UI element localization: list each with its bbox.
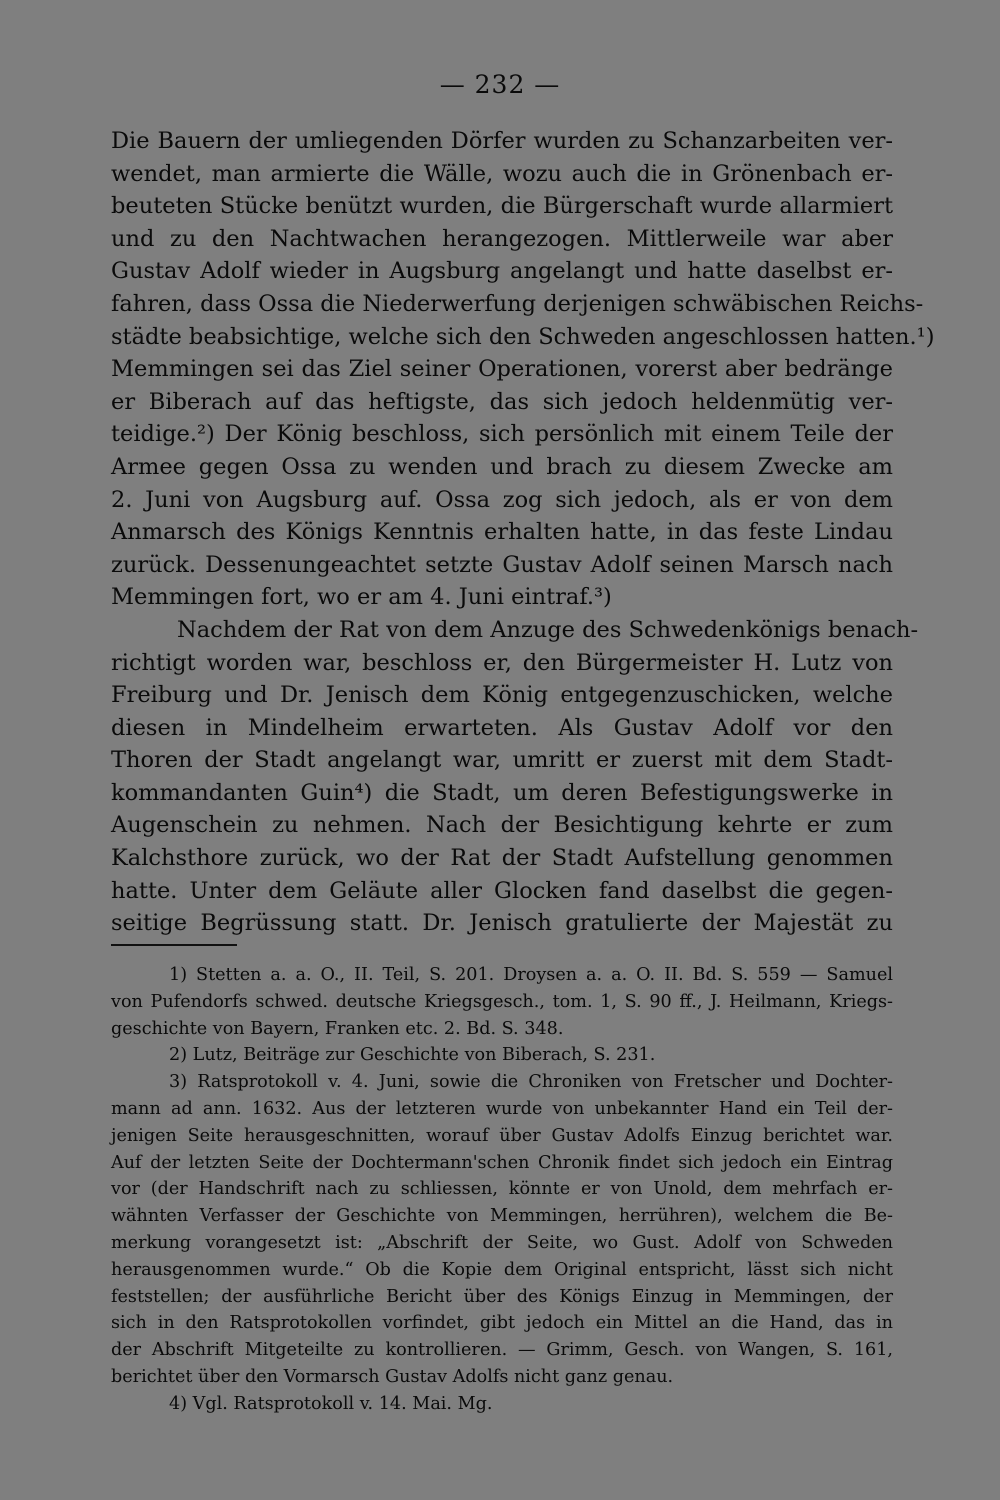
page-number: — 232 — (439, 70, 561, 99)
footnote-line: 4) Vgl. Ratsprotokoll v. 14. Mai. Mg. (169, 1393, 493, 1414)
body-line: Anmarsch des Königs Kenntnis erhalten hatte, in das feste Lindau (111, 519, 893, 546)
body-line: Armee gegen Ossa zu wenden und brach zu diesem Zwecke am (111, 453, 893, 480)
footnote-line: Auf der letzten Seite der Dochtermann'schen Chronik findet sich jedoch ein Eintrag (111, 1152, 893, 1173)
body-line: richtigt worden war, beschloss er, den Bürgermeister H. Lutz von (111, 649, 893, 676)
body-line: teidige.²) Der König beschloss, sich persönlich mit einem Teile der (111, 421, 893, 448)
body-line: seitige Begrüssung statt. Dr. Jenisch gratulierte der Majestät zu (111, 910, 893, 937)
body-line: kommandanten Guin⁴) die Stadt, um deren Befestigungswerke in (111, 779, 893, 806)
body-line: er Biberach auf das heftigste, das sich jedoch heldenmütig ver- (111, 388, 893, 415)
footnote-line: mann ad ann. 1632. Aus der letzteren wurde von unbekannter Hand ein Teil der- (111, 1098, 893, 1119)
footnote-line: jenigen Seite herausgeschnitten, worauf über Gustav Adolfs Einzug berichtet war. (111, 1125, 893, 1146)
footnote-line: feststellen; der ausführliche Bericht über des Königs Einzug in Memmingen, der (111, 1286, 893, 1307)
body-line: hatte. Unter dem Geläute aller Glocken fand daselbst die gegen- (111, 877, 893, 904)
body-line: Memmingen fort, wo er am 4. Juni eintraf.³) (111, 584, 612, 611)
body-line: wendet, man armierte die Wälle, wozu auch die in Grönenbach er- (111, 160, 893, 187)
footnote-line: sich in den Ratsprotokollen vorfindet, gibt jedoch ein Mittel an die Hand, das in (111, 1313, 893, 1334)
body-line: fahren, dass Ossa die Niederwerfung derjenigen schwäbischen Reichs- (111, 290, 924, 317)
body-line: Kalchsthore zurück, wo der Rat der Stadt Aufstellung genommen (111, 845, 893, 872)
footnote-line: 3) Ratsprotokoll v. 4. Juni, sowie die Chroniken von Fretscher und Dochter- (169, 1072, 893, 1093)
footnote-line: geschichte von Bayern, Franken etc. 2. Bd. S. 348. (111, 1018, 564, 1039)
footnote-line: berichtet über den Vormarsch Gustav Adolfs nicht ganz genau. (111, 1366, 674, 1387)
footnote-divider (111, 944, 237, 946)
footnotes (111, 962, 893, 1418)
footnote-line: der Abschrift Mitgeteilte zu kontrollieren. — Grimm, Gesch. von Wangen, S. 161, (111, 1340, 893, 1361)
footnote-line: wähnten Verfasser der Geschichte von Memmingen, herrühren), welchem die Be- (111, 1206, 893, 1227)
footnote-line: herausgenommen wurde.“ Ob die Kopie dem Original entspricht, lässt sich nicht (111, 1259, 893, 1280)
footnote-line: merkung vorangesetzt ist: „Abschrift der Seite, wo Gust. Adolf von Schweden (111, 1232, 893, 1253)
body-line: beuteten Stücke benützt wurden, die Bürgerschaft wurde allarmiert (111, 193, 893, 220)
body-line: Freiburg und Dr. Jenisch dem König entgegenzuschicken, welche (111, 682, 893, 709)
body-line: Memmingen sei das Ziel seiner Operationen, vorerst aber bedränge (111, 356, 893, 383)
body-line: diesen in Mindelheim erwarteten. Als Gustav Adolf vor den (111, 714, 893, 741)
body-line: und zu den Nachtwachen herangezogen. Mittlerweile war aber (111, 225, 893, 252)
footnote-line: 1) Stetten a. a. O., II. Teil, S. 201. Droysen a. a. O. II. Bd. S. 559 — Samuel (169, 965, 893, 985)
footnote-line: 2) Lutz, Beiträge zur Geschichte von Biberach, S. 231. (169, 1045, 656, 1066)
footnote-line: von Pufendorfs schwed. deutsche Kriegsgesch., tom. 1, S. 90 ff., J. Heilmann, Kriegs- (111, 991, 893, 1012)
body-line: zurück. Dessenungeachtet setzte Gustav Adolf seinen Marsch nach (111, 551, 893, 578)
body-text (111, 125, 935, 940)
body-line: Die Bauern der umliegenden Dörfer wurden zu Schanzarbeiten ver- (111, 128, 893, 154)
body-line: Nachdem der Rat von dem Anzuge des Schwedenkönigs benach- (177, 616, 919, 643)
body-line: städte beabsichtige, welche sich den Schweden angeschlossen hatten.¹) (111, 323, 935, 350)
body-line: Thoren der Stadt angelangt war, umritt er zuerst mit dem Stadt- (111, 747, 893, 774)
body-line: 2. Juni von Augsburg auf. Ossa zog sich jedoch, als er von dem (111, 486, 893, 513)
footnote-line: vor (der Handschrift nach zu schliessen, könnte er von Unold, dem mehrfach er- (111, 1179, 893, 1200)
body-line: Augenschein zu nehmen. Nach der Besichtigung kehrte er zum (111, 812, 893, 839)
body-line: Gustav Adolf wieder in Augsburg angelangt und hatte daselbst er- (111, 258, 893, 285)
